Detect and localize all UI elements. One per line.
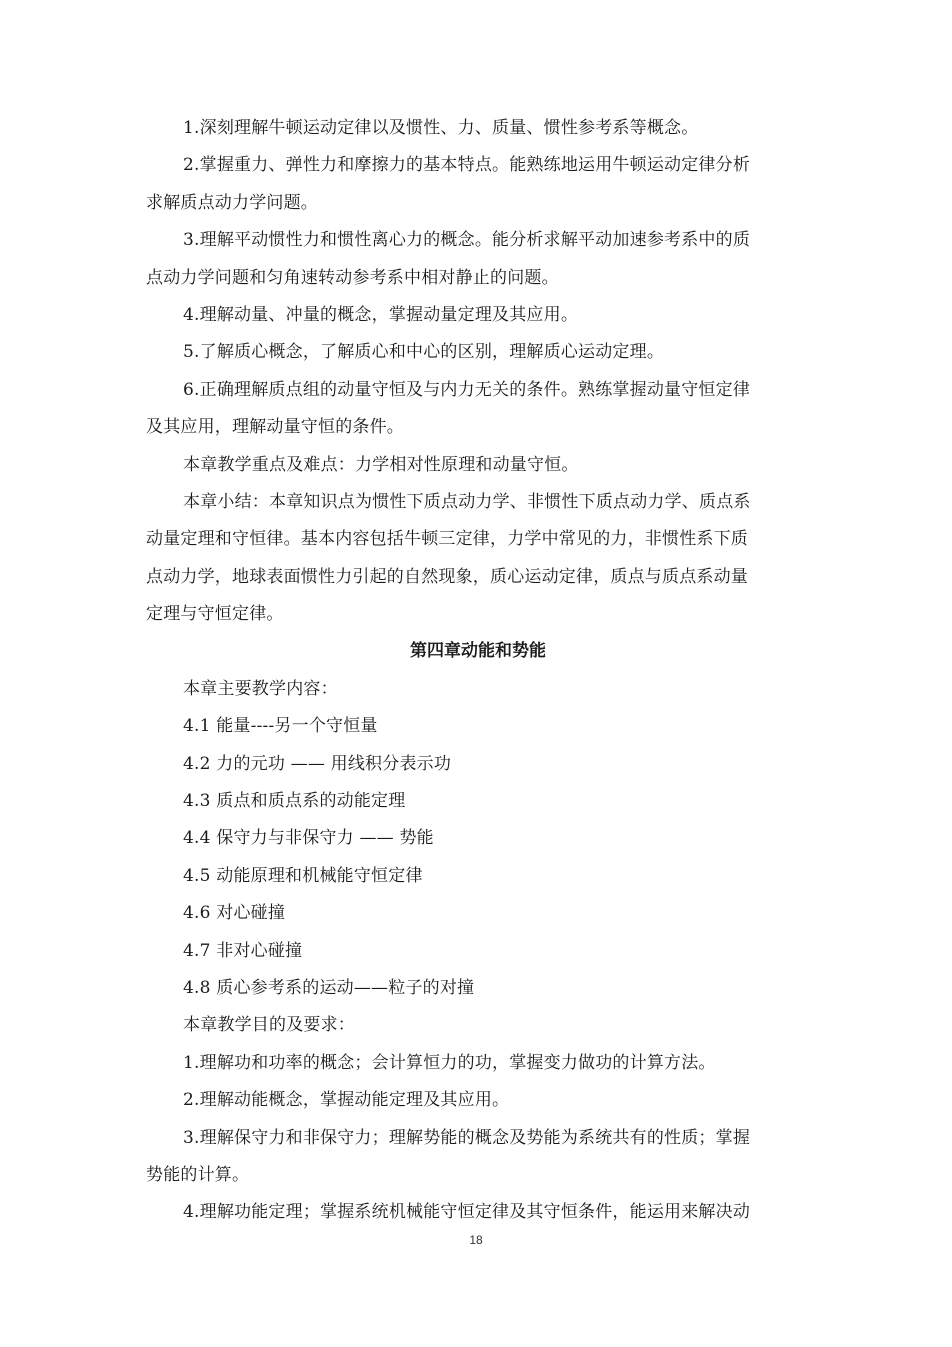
text-line: 势能的计算。: [146, 1164, 250, 1185]
text-line: 4.4 保守力与非保守力 —— 势能: [183, 828, 434, 849]
text-line: 定理与守恒定律。: [146, 604, 284, 625]
text-line: 1.理解功和功率的概念；会计算恒力的功，掌握变力做功的计算方法。: [183, 1052, 716, 1073]
text-line: 点动力学问题和匀角速转动参考系中相对静止的问题。: [146, 267, 559, 288]
text-line: 3.理解平动惯性力和惯性离心力的概念。能分析求解平动加速参考系中的质: [183, 230, 751, 251]
text-line: 1.深刻理解牛顿运动定律以及惯性、力、质量、惯性参考系等概念。: [183, 118, 699, 138]
page-body: [146, 110, 810, 1232]
text-line: 2.掌握重力、弹性力和摩擦力的基本特点。能熟练地运用牛顿运动定律分析: [183, 155, 751, 176]
chapter-heading: 第四章动能和势能: [410, 641, 546, 662]
text-line: 4.6 对心碰撞: [183, 903, 286, 924]
text-line: 4.7 非对心碰撞: [183, 940, 303, 961]
text-line: 本章主要教学内容：: [183, 678, 338, 699]
text-line: 5.了解质心概念，了解质心和中心的区别，理解质心运动定理。: [183, 342, 665, 363]
text-line: 本章教学重点及难点：力学相对性原理和动量守恒。: [183, 454, 579, 475]
page-number: 18: [469, 1233, 483, 1247]
text-line: 2.理解动能概念，掌握动能定理及其应用。: [183, 1090, 510, 1111]
text-line: 4.理解动量、冲量的概念，掌握动量定理及其应用。: [183, 304, 579, 325]
text-line: 4.8 质心参考系的运动——粒子的对撞: [183, 977, 475, 998]
text-line: 4.2 力的元功 —— 用线积分表示功: [183, 753, 452, 774]
text-line: 动量定理和守恒律。基本内容包括牛顿三定律，力学中常见的力，非惯性系下质: [146, 529, 748, 550]
text-line: 3.理解保守力和非保守力；理解势能的概念及势能为系统共有的性质；掌握: [183, 1127, 751, 1148]
text-line: 求解质点动力学问题。: [146, 192, 318, 213]
text-line: 4.理解功能定理；掌握系统机械能守恒定律及其守恒条件，能运用来解决动: [183, 1202, 751, 1223]
text-line: 4.5 动能原理和机械能守恒定律: [183, 865, 423, 886]
text-line: 4.1 能量----另一个守恒量: [183, 716, 378, 737]
section-chapter4: [146, 671, 810, 1232]
text-line: 6.正确理解质点组的动量守恒及与内力无关的条件。熟练掌握动量守恒定律: [183, 379, 751, 400]
text-line: 本章教学目的及要求：: [183, 1015, 355, 1036]
text-line: 本章小结：本章知识点为惯性下质点动力学、非惯性下质点动力学、质点系: [183, 491, 751, 512]
text-line: 4.3 质点和质点系的动能定理: [183, 791, 406, 812]
text-line: 点动力学，地球表面惯性力引起的自然现象，质心运动定律，质点与质点系动量: [146, 566, 748, 587]
text-line: 及其应用，理解动量守恒的条件。: [146, 417, 404, 438]
section-chapter3-objectives: [146, 110, 810, 633]
